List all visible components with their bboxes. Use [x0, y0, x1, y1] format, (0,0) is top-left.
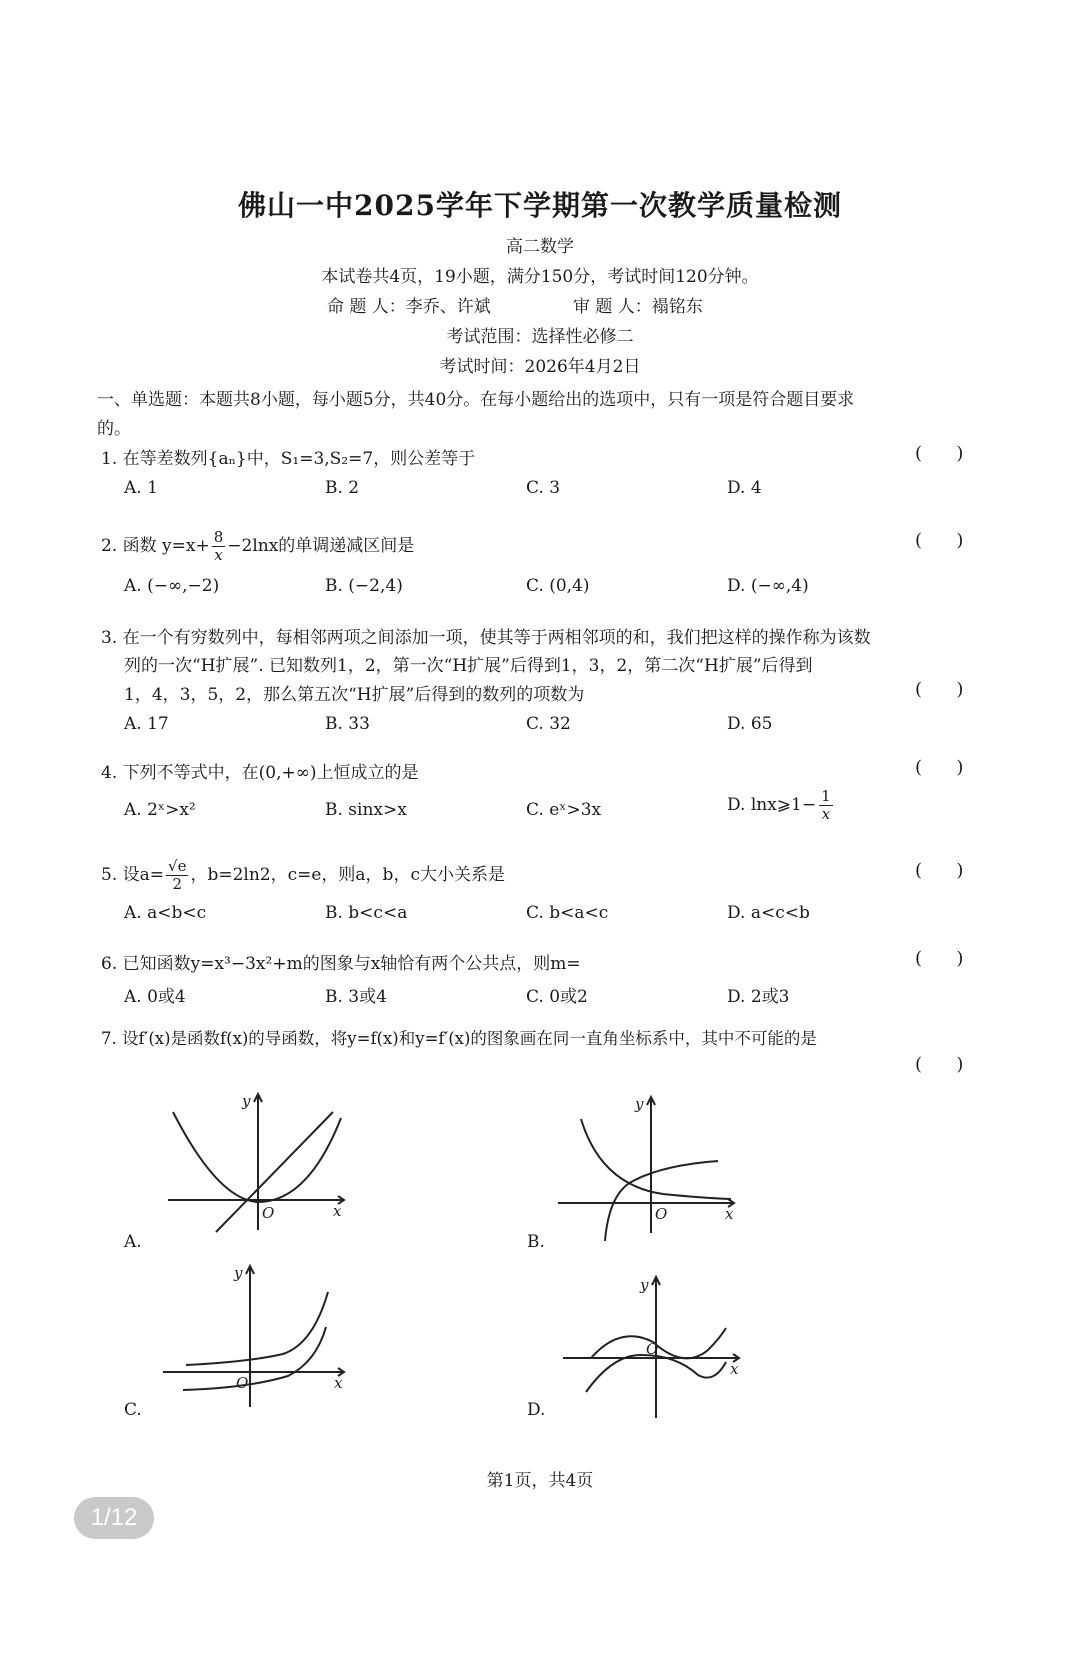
- q2-fraction: [212, 529, 226, 564]
- graph-d-y-label: y: [640, 1276, 649, 1294]
- q4-option-a: A. 2ˣ>x²: [124, 800, 196, 820]
- scope-line: 考试范围：选择性必修二: [446, 327, 634, 347]
- q1-option-b: B. 2: [325, 478, 360, 498]
- q5-option-b: B. b<c<a: [325, 903, 408, 923]
- graph-d-x-label: x: [730, 1360, 739, 1378]
- q4-option-d: [727, 788, 833, 823]
- graph-b-curve-log: [605, 1161, 718, 1241]
- graph-c-x-label: x: [334, 1374, 343, 1392]
- q5-fraction: [166, 858, 188, 893]
- graph-a-line-fprime: [216, 1112, 333, 1232]
- q4-option-d-pre: D. lnx⩾1−: [727, 795, 817, 815]
- question-7: 7. 设f′(x)是函数f(x)的导函数，将y=f(x)和y=f′(x)的图象画在同一直角坐标系中，其中不可能的是: [101, 1029, 817, 1048]
- graph-d-origin: O: [646, 1340, 659, 1358]
- q4-option-c: C. eˣ>3x: [526, 800, 602, 820]
- graph-label-d: D.: [527, 1400, 546, 1420]
- graph-b-y-label: y: [635, 1095, 644, 1113]
- q3-option-b: B. 33: [325, 714, 370, 734]
- exam-info-line: 本试卷共4页，19小题，满分150分，考试时间120分钟。: [321, 267, 759, 287]
- q4-option-b: B. sinx>x: [325, 800, 407, 820]
- graph-c: [158, 1262, 358, 1412]
- q3-option-d: D. 65: [727, 714, 773, 734]
- question-3-line-3: 1，4，3，5，2，那么第五次“H扩展”后得到的数列的项数为: [124, 685, 585, 705]
- q5-option-d: D. a<c<b: [727, 903, 810, 923]
- graph-label-b: B.: [527, 1232, 545, 1252]
- graph-a-origin: O: [262, 1204, 275, 1222]
- graph-b-x-label: x: [725, 1205, 734, 1223]
- answer-blank-4: ( ): [915, 757, 964, 778]
- q2-option-b: B. (−2,4): [325, 576, 403, 596]
- q2-option-c: C. (0,4): [526, 576, 590, 596]
- q5-fraction-num: √e: [168, 857, 187, 875]
- q5-text-pre: 5. 设a=: [101, 865, 165, 885]
- q5-option-a: A. a<b<c: [124, 903, 207, 923]
- q4-d-fraction-den: x: [821, 805, 831, 823]
- q6-option-a: A. 0或4: [124, 987, 186, 1007]
- question-3-line-2: 列的一次“H扩展”. 已知数列1，2，第一次“H扩展”后得到1，3，2，第二次“H扩展”后得到: [124, 656, 813, 676]
- answer-blank-1: ( ): [915, 443, 964, 464]
- q5-option-c: C. b<a<c: [526, 903, 609, 923]
- answer-blank-5: ( ): [915, 860, 964, 881]
- subject-line: 高二数学: [506, 237, 574, 257]
- graph-c-curve-upper: [186, 1292, 328, 1365]
- q3-option-a: A. 17: [124, 714, 169, 734]
- answer-blank-2: ( ): [915, 530, 964, 551]
- q2-fraction-num: 8: [213, 528, 224, 546]
- question-2: [101, 529, 414, 564]
- q2-text-post: −2lnx的单调递减区间是: [227, 536, 415, 556]
- question-3-line-1: 3. 在一个有穷数列中，每相邻两项之间添加一项，使其等于两相邻项的和，我们把这样的操作称为该数: [101, 628, 871, 648]
- q4-d-fraction: [819, 788, 833, 823]
- q2-option-a: A. (−∞,−2): [124, 576, 220, 596]
- question-4: 4. 下列不等式中，在(0,+∞)上恒成立的是: [101, 763, 419, 783]
- q5-fraction-den: 2: [172, 875, 182, 893]
- graph-b: [553, 1093, 753, 1243]
- q1-option-a: A. 1: [124, 478, 158, 498]
- section-heading: 一、单选题：本题共8小题，每小题5分，共40分。在每小题给出的选项中，只有一项是符合题目要求: [97, 390, 855, 410]
- answer-blank-6: ( ): [915, 948, 964, 969]
- answer-blank-3: ( ): [915, 679, 964, 700]
- authors-line: 命 题 人：李乔、许斌: [327, 297, 491, 317]
- q3-option-c: C. 32: [526, 714, 571, 734]
- q6-option-d: D. 2或3: [727, 987, 790, 1007]
- graph-b-curve-decreasing: [581, 1119, 731, 1199]
- graph-label-c: C.: [124, 1400, 142, 1420]
- question-6: 6. 已知函数y=x³−3x²+m的图象与x轴恰有两个公共点，则m=: [101, 954, 581, 974]
- graph-b-origin: O: [655, 1205, 668, 1223]
- date-line: 考试时间：2026年4月2日: [439, 357, 641, 377]
- exam-title: 佛山一中2025学年下学期第一次教学质量检测: [238, 189, 842, 222]
- q2-fraction-den: x: [214, 546, 223, 564]
- graph-c-origin: O: [236, 1374, 249, 1392]
- graph-d: [558, 1270, 758, 1420]
- graph-c-y-label: y: [234, 1264, 243, 1282]
- q6-option-b: B. 3或4: [325, 987, 387, 1007]
- graph-a-y-label: y: [242, 1092, 251, 1110]
- q5-text-post: ，b=2ln2，c=e，则a，b，c大小关系是: [190, 865, 505, 885]
- graph-a-x-label: x: [333, 1202, 342, 1220]
- question-5: [101, 858, 505, 893]
- question-1: 1. 在等差数列{aₙ}中，S₁=3,S₂=7，则公差等于: [101, 449, 476, 469]
- page-indicator-badge[interactable]: 1/12: [74, 1497, 154, 1539]
- q2-option-d: D. (−∞,4): [727, 576, 809, 596]
- q1-option-d: D. 4: [727, 478, 762, 498]
- q2-text-pre: 2. 函数 y=x+: [101, 536, 210, 556]
- q6-option-c: C. 0或2: [526, 987, 588, 1007]
- graph-label-a: A.: [124, 1232, 142, 1252]
- q4-d-fraction-num: 1: [821, 787, 831, 805]
- answer-blank-7: ( ): [915, 1054, 964, 1075]
- section-heading-cont: 的。: [97, 419, 131, 439]
- page-number: 第1页，共4页: [486, 1471, 594, 1491]
- q1-option-c: C. 3: [526, 478, 561, 498]
- reviewer-line: 审 题 人：褟铭东: [573, 297, 703, 317]
- graph-a: [158, 1090, 358, 1240]
- graph-d-curve-f: [591, 1328, 726, 1358]
